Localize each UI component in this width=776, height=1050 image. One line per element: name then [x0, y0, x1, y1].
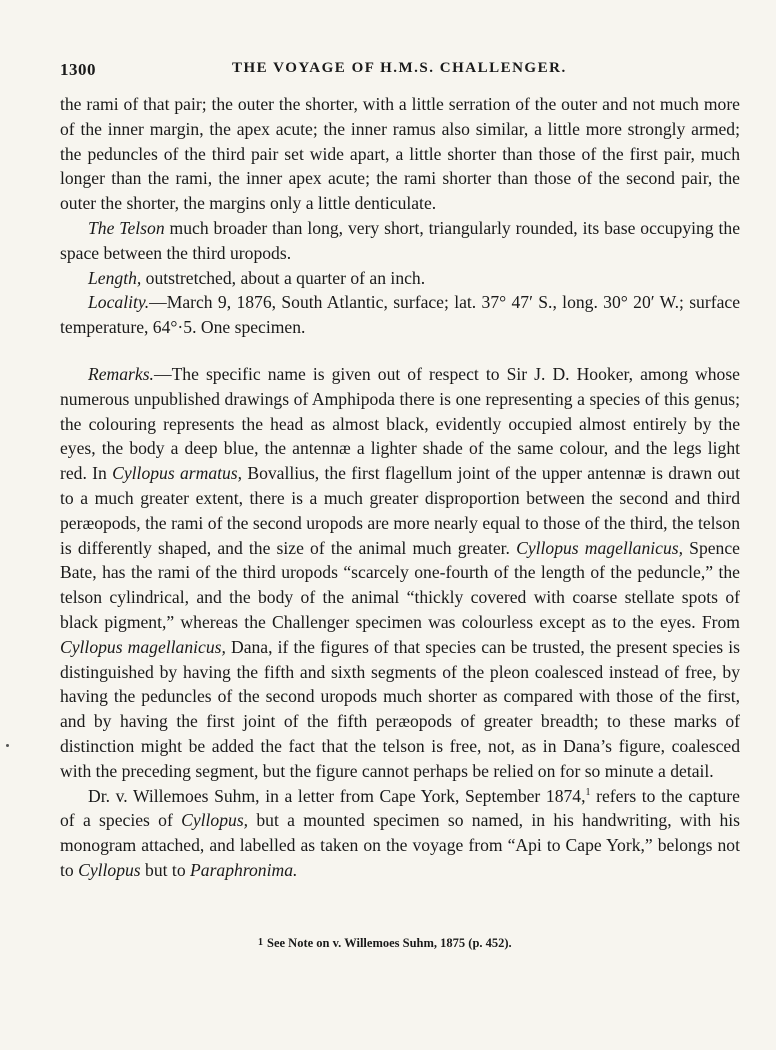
telson-label: The Telson	[88, 217, 165, 238]
running-title: THE VOYAGE OF H.M.S. CHALLENGER.	[232, 60, 567, 76]
genus-name: Cyllopus	[78, 859, 141, 880]
footnote-mark: 1	[258, 937, 263, 948]
species-name: Cyllopus magellanicus,	[60, 636, 226, 657]
page-header	[60, 58, 736, 82]
telson-text: much broader than long, very short, triangularly rounded, its base occupying the space between the third uropods.	[60, 217, 741, 263]
suhm-text-1: Dr. v. Willemoes Suhm, in a letter from Cape York, September 1874,	[88, 785, 586, 806]
remarks-text-2: Bovallius, the first flagellum joint of the upper antennæ is drawn out to a much greater extent, there is a much greater disproportion between the second and third peræopods, the rami of the second uropods are more nearly equal to those of the third, the telson is differently shaped, and the size of the animal much greater.	[60, 463, 740, 558]
remarks-text-3: Spence Bate, has the rami of the third uropods “scarcely one-fourth of the length of the peduncle,” the telson cylindrical, and the body of the animal “thickly covered with coarse stellate spots of black pigment,” whereas the Challenger specimen was colourless except as to the eyes. From	[60, 537, 740, 632]
margin-dot	[6, 744, 9, 747]
length-text: outstretched, about a quarter of an inch.	[141, 267, 426, 288]
locality-text: —March 9, 1876, South Atlantic, surface; lat. 37° 47′ S., long. 30° 20′ W.; surface temperature, 64°·5. One specimen.	[60, 292, 740, 338]
suhm-text-4: but to	[140, 859, 191, 880]
page-number: 1300	[60, 60, 96, 79]
species-name: Cyllopus magellanicus,	[516, 537, 684, 558]
paragraph-uropods-continued: the rami of that pair; the outer the shorter, with a little serration of the outer and not much more of the inner margin, the apex acute; the inner ramus also similar, a little more strongly armed; the peduncles of the third pair set wide apart, a little shorter than those of the first pair, much longer than the rami, the inner apex acute; the rami shorter than those of the second pair, the outer the shorter, the margins only a little denticulate.	[60, 94, 740, 214]
paragraph-suhm	[60, 784, 740, 883]
species-name: Cyllopus armatus,	[112, 463, 243, 484]
footnote-reference[interactable]: 1	[585, 786, 591, 798]
genus-name: Paraphronima.	[190, 859, 298, 880]
locality-label: Locality.	[88, 292, 150, 313]
suhm-text-2: refers to the capture of a species of	[60, 785, 740, 831]
paragraph-length	[60, 266, 740, 291]
footnote-text: See Note on v. Willemoes Suhm, 1875 (p. 452).	[267, 936, 512, 950]
footnote	[258, 936, 512, 951]
remarks-text-4: Dana, if the figures of that species can be trusted, the present species is distinguished by having the fifth and sixth segments of the pleon coalesced instead of free, by having the peduncles of the second uropods much shorter as compared with those of the first, and by having the first joint of the fifth peræopods of greater breadth; to these marks of distinction might be added the fact that the telson is free, not, as in Dana’s figure, coalesced with the preceding segment, but the figure cannot perhaps be relied on for so minute a detail.	[60, 636, 740, 781]
paragraph-remarks	[60, 362, 740, 784]
remarks-text-1: —The specific name is given out of respect to Sir J. D. Hooker, among whose numerous unpublished drawings of Amphipoda there is one representing a species of this genus; the colouring represents the head as almost black, evidently occupied almost entirely by the eyes, the body a deep blue, the antennæ a lighter shade of the same colour, and the legs light red. In	[60, 363, 740, 484]
length-label: Length,	[88, 267, 142, 288]
paragraph-gap	[60, 340, 740, 362]
paragraph-locality	[60, 290, 740, 340]
remarks-label: Remarks.	[88, 363, 154, 384]
genus-name: Cyllopus,	[181, 810, 249, 831]
paragraph-telson	[60, 216, 740, 266]
body-text	[60, 92, 740, 883]
suhm-text-3: but a mounted specimen so named, in his handwriting, with his monogram attached, and labelled as taken on the voyage from “Api to Cape York,” belongs not to	[60, 810, 740, 880]
